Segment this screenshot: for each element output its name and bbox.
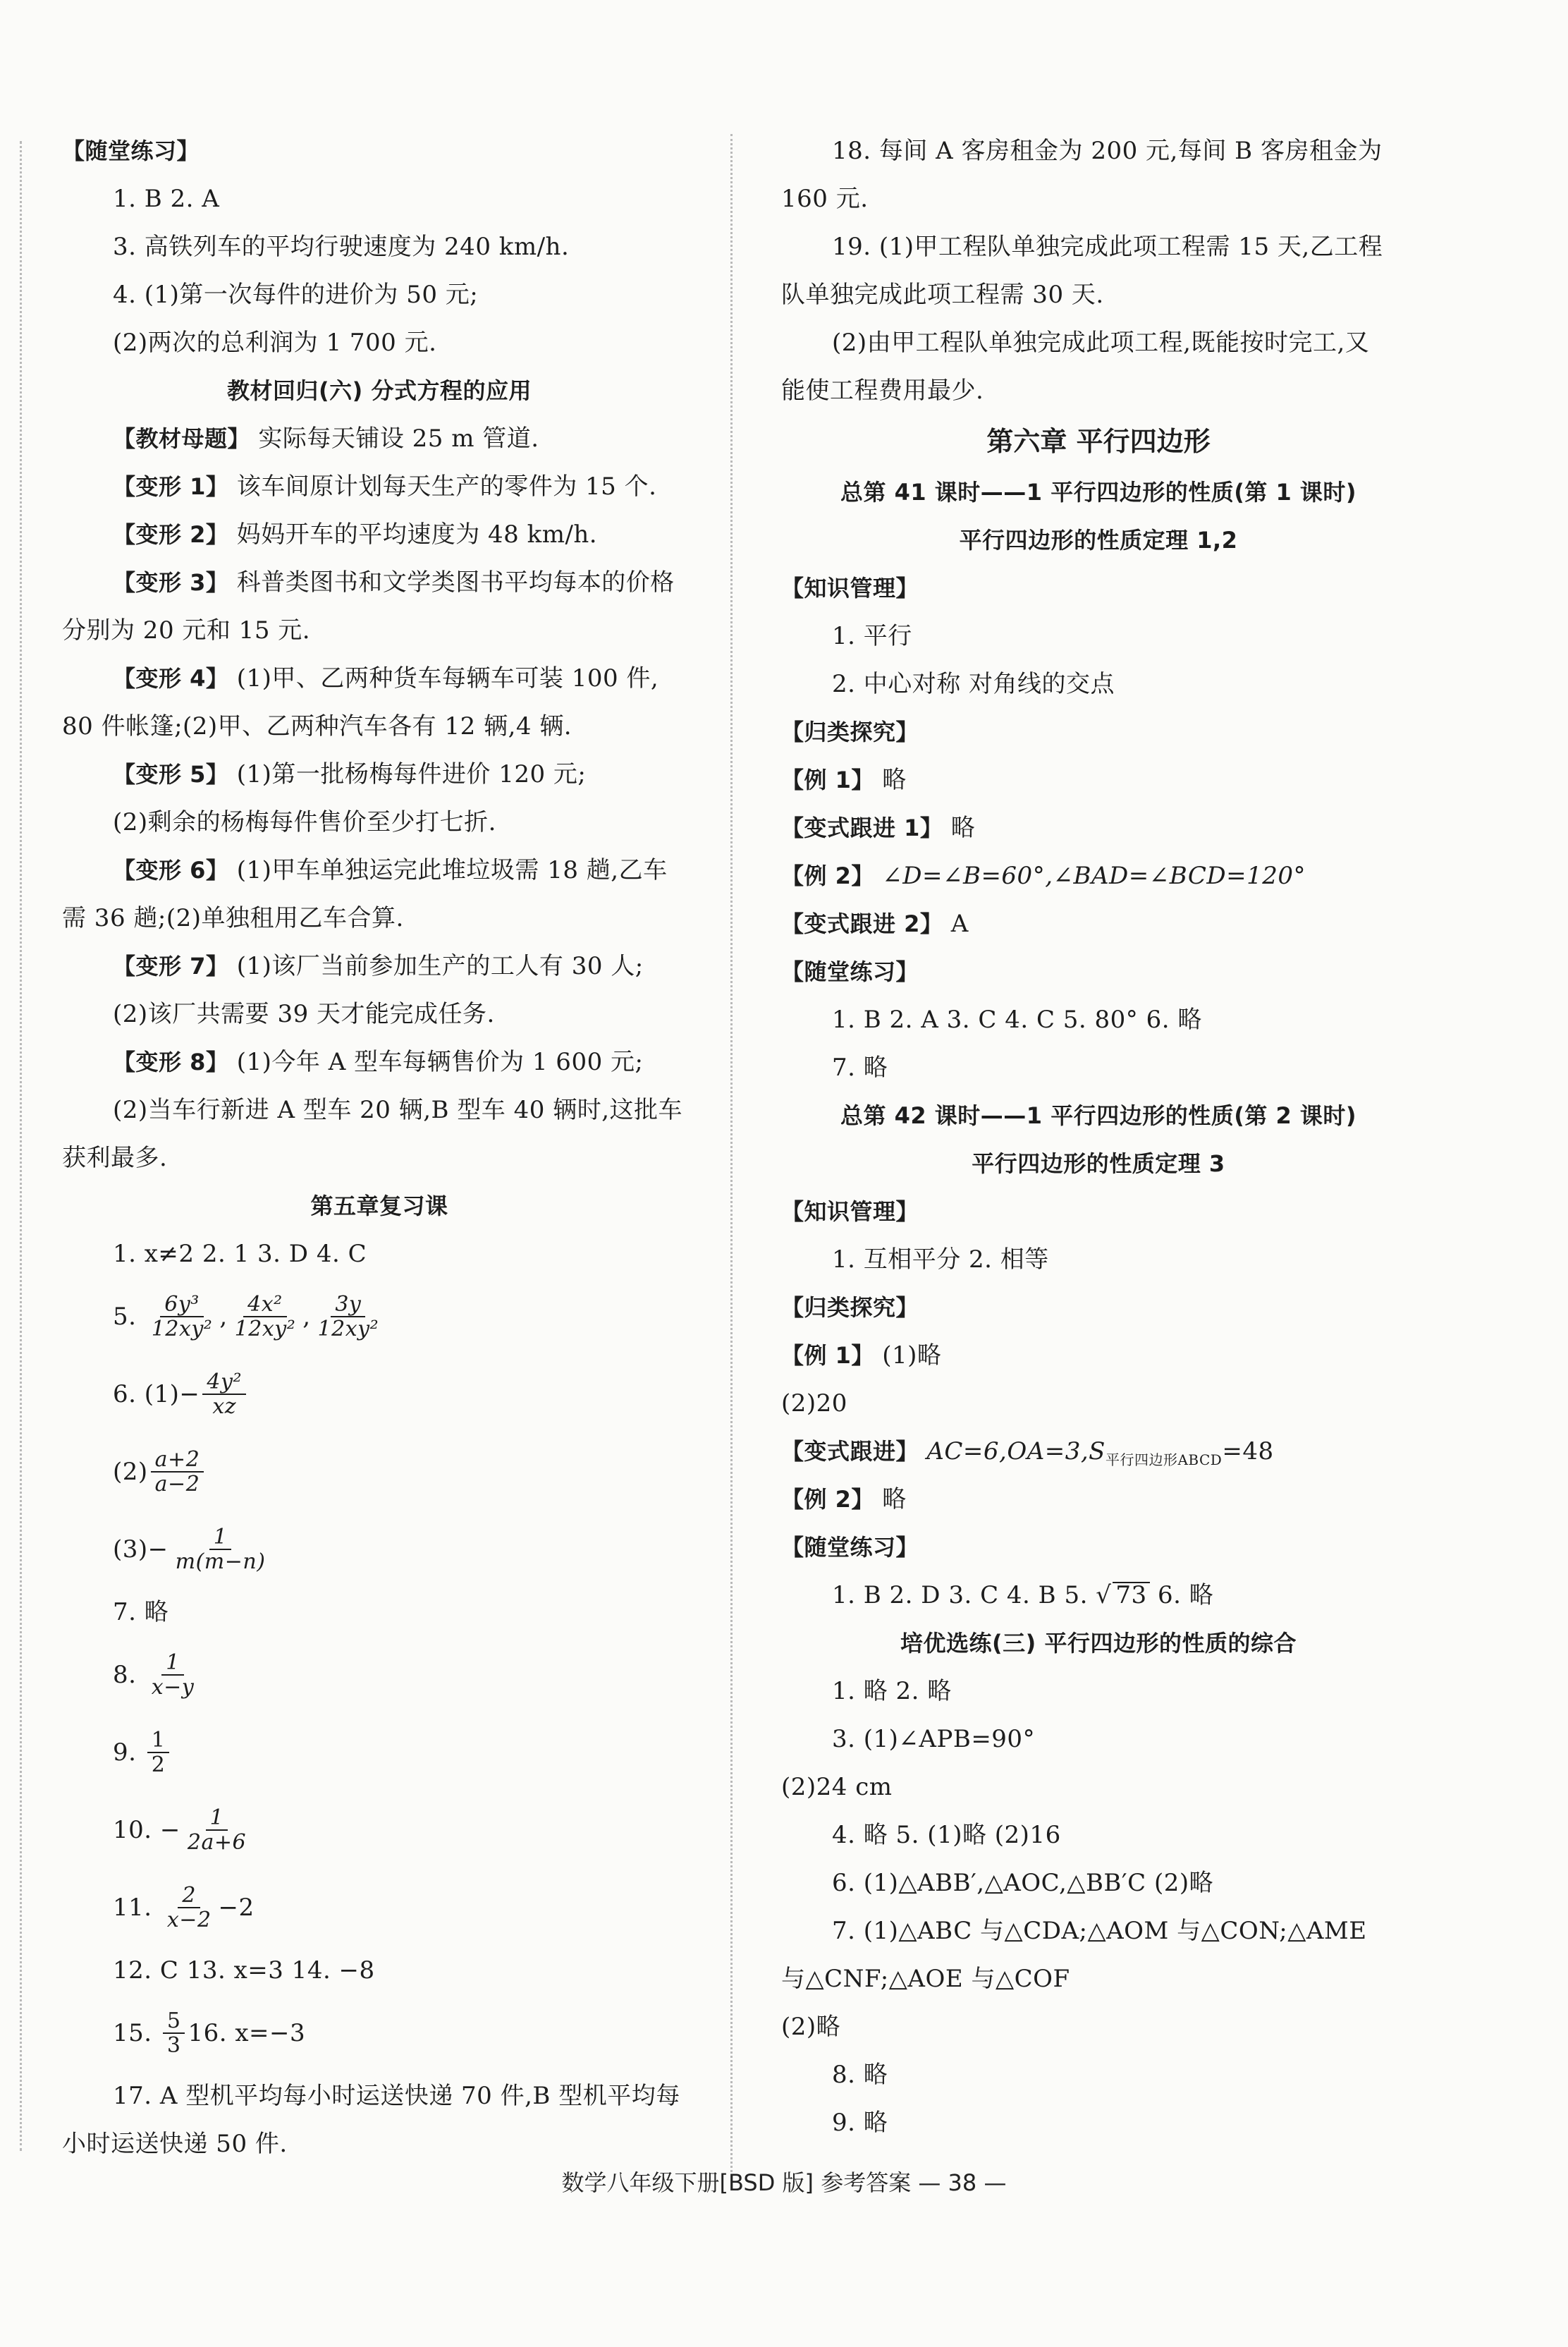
answer-line: 7. (1)△ABC 与△CDA;△AOM 与△CON;△AME <box>832 1917 1367 1945</box>
answer-line: 9. 略 <box>832 2109 888 2137</box>
answer-line: 1. 平行 <box>832 622 912 650</box>
numerator: 4x² <box>243 1293 287 1317</box>
answer-line <box>62 1355 697 1433</box>
answer-line <box>781 1571 1416 1619</box>
answer-text: (1)第一批杨梅每件进价 120 元; <box>228 760 587 788</box>
answer-line: (2)该厂共需要 39 天才能完成任务. <box>113 1000 495 1028</box>
answer-line: (2)24 cm <box>781 1773 893 1801</box>
answer-text: (1)甲、乙两种货车每辆车可装 100 件, <box>228 664 659 693</box>
denominator: a−2 <box>154 1472 200 1496</box>
answer-line <box>781 756 1416 804</box>
answer-text: 16. x=−3 <box>188 2019 306 2047</box>
section-heading: 【归类探究】 <box>781 1294 919 1321</box>
fraction <box>163 2009 185 2057</box>
answer-line <box>62 1869 697 1946</box>
answer-line: 2. 中心对称 对角线的交点 <box>832 670 1115 698</box>
answer-text: 略 <box>943 814 976 842</box>
question-number: 8. <box>113 1661 137 1689</box>
answer-text: 该车间原计划每天生产的零件为 15 个. <box>228 473 657 501</box>
answer-line: 队单独完成此项工程需 30 天. <box>781 281 1104 309</box>
answer-line: 与△CNF;△AOE 与△COF <box>781 1965 1070 1993</box>
tag: 【例 1】 <box>781 1342 874 1369</box>
answer-text: 实际每天铺设 25 m 管道. <box>250 425 539 453</box>
tag: 【变形 6】 <box>113 857 229 884</box>
answer-line <box>62 415 697 463</box>
section-heading: 【随堂练习】 <box>781 1534 919 1561</box>
answer-line <box>62 846 697 894</box>
answer-line: 3. 高铁列车的平均行驶速度为 240 km/h. <box>113 233 570 261</box>
answer-line <box>781 804 1416 852</box>
question-number: (3)− <box>113 1535 169 1563</box>
right-column <box>781 127 1416 2147</box>
radicand: 73 <box>1113 1582 1149 1607</box>
answer-line: 3. (1)∠APB=90° <box>832 1725 1036 1753</box>
answer-text: ∠D=∠B=60°,∠BAD=∠BCD=120° <box>874 862 1306 890</box>
tag: 【教材母题】 <box>113 425 251 452</box>
answer-line: 18. 每间 A 客房租金为 200 元,每间 B 客房租金为 <box>832 137 1383 165</box>
answer-line: 1. x≠2 2. 1 3. D 4. C <box>113 1240 367 1268</box>
subsection-title: 培优选练(三) 平行四边形的性质的综合 <box>900 1630 1297 1657</box>
numerator: 1 <box>206 1806 228 1831</box>
lesson-title: 总第 42 课时——1 平行四边形的性质(第 2 课时) <box>840 1102 1357 1129</box>
answer-line: 能使工程费用最少. <box>781 377 984 405</box>
answer-text: 妈妈开车的平均速度为 48 km/h. <box>228 520 598 549</box>
answer-line: (2)20 <box>781 1389 847 1418</box>
tag: 【例 2】 <box>781 1486 874 1513</box>
section-heading: 【知识管理】 <box>781 575 919 602</box>
numerator: 4y² <box>202 1370 246 1395</box>
subscript: 平行四边形ABCD <box>1105 1451 1223 1468</box>
answer-line <box>781 900 1416 948</box>
answer-line: 8. 略 <box>832 2061 888 2089</box>
answer-line: 4. 略 5. (1)略 (2)16 <box>832 1821 1061 1849</box>
chapter-title: 第六章 平行四边形 <box>986 426 1211 457</box>
tag: 【变形 8】 <box>113 1049 229 1075</box>
answer-line: 7. 略 <box>113 1598 169 1626</box>
fraction <box>163 1884 216 1932</box>
tag: 【变式跟进 2】 <box>781 910 943 937</box>
fraction <box>151 1448 204 1496</box>
tag: 【变形 2】 <box>113 521 229 548</box>
denominator: xz <box>212 1394 237 1419</box>
denominator: x−y <box>151 1675 195 1700</box>
answer-line: 7. 略 <box>832 1054 888 1082</box>
question-number: 11. <box>113 1894 152 1922</box>
subsection-title: 教材回归(六) 分式方程的应用 <box>227 377 532 404</box>
denominator: 12xy² <box>234 1317 296 1341</box>
answer-line <box>781 852 1416 900</box>
answer-line <box>781 1331 1416 1379</box>
answer-text: 略 <box>874 1485 907 1513</box>
column-divider <box>730 134 733 2172</box>
section-heading: 【知识管理】 <box>781 1198 919 1225</box>
question-number: 15. <box>113 2019 152 2047</box>
answer-line: 1. B 2. A <box>113 185 220 213</box>
question-number: 9. <box>113 1738 137 1767</box>
tag: 【变形 7】 <box>113 953 229 980</box>
fraction <box>171 1525 270 1573</box>
numerator: 5 <box>163 2009 185 2034</box>
answer-text: AC=6,OA=3,S <box>919 1437 1105 1465</box>
denominator: x−2 <box>166 1908 212 1932</box>
answer-line <box>62 1038 697 1086</box>
answer-line: 1. B 2. A 3. C 4. C 5. 80° 6. 略 <box>832 1006 1202 1034</box>
answer-line: 17. A 型机平均每小时运送快递 70 件,B 型机平均每 <box>113 2082 680 2110</box>
answer-line <box>62 942 697 990</box>
tag: 【变式跟进】 <box>781 1438 919 1465</box>
tag: 【变式跟进 1】 <box>781 815 943 841</box>
answer-line: 160 元. <box>781 185 869 213</box>
denominator: 12xy² <box>317 1317 379 1341</box>
tag: 【变形 1】 <box>113 473 229 500</box>
answer-line <box>62 1714 697 1791</box>
numerator: 2 <box>178 1884 200 1908</box>
fraction <box>314 1293 384 1341</box>
tag: 【变形 4】 <box>113 665 229 692</box>
answer-line: 6. (1)△ABB′,△AOC,△BB′C (2)略 <box>832 1869 1214 1897</box>
answer-text: 1. B 2. D 3. C 4. B 5. √ <box>832 1581 1112 1609</box>
answer-line <box>62 1511 697 1588</box>
fraction <box>202 1370 246 1418</box>
denominator: 3 <box>166 2033 181 2058</box>
section-heading: 【随堂练习】 <box>62 138 200 164</box>
answer-line: 80 件帐篷;(2)甲、乙两种汽车各有 12 辆,4 辆. <box>62 712 572 740</box>
answer-line <box>62 463 697 511</box>
numerator: 1 <box>161 1651 184 1676</box>
answer-text: (1)甲车单独运完此堆垃圾需 18 趟,乙车 <box>228 856 668 884</box>
numerator: 3y <box>331 1293 365 1317</box>
denominator: 2a+6 <box>187 1830 247 1855</box>
answer-text: A <box>943 910 969 938</box>
numerator: 1 <box>209 1525 232 1550</box>
subsection-title: 第五章复习课 <box>310 1193 448 1219</box>
fraction <box>231 1293 300 1341</box>
lesson-subtitle: 平行四边形的性质定理 1,2 <box>959 527 1238 554</box>
lesson-subtitle: 平行四边形的性质定理 3 <box>972 1150 1225 1177</box>
answer-text: 科普类图书和文学类图书平均每本的价格 <box>228 568 675 597</box>
numerator: 6y³ <box>160 1293 204 1317</box>
answer-line: (2)当车行新进 A 型车 20 辆,B 型车 40 辆时,这批车 <box>113 1096 682 1124</box>
answer-line <box>62 1791 697 1869</box>
answer-line: 12. C 13. x=3 14. −8 <box>113 1956 375 1985</box>
answer-line: 获利最多. <box>62 1144 168 1172</box>
answer-line <box>62 559 697 606</box>
answer-line: 需 36 趟;(2)单独租用乙车合算. <box>62 904 404 932</box>
answer-line <box>62 750 697 798</box>
tag: 【例 1】 <box>781 767 874 793</box>
left-column <box>62 127 697 2168</box>
answer-line: 4. (1)第一次每件的进价为 50 元; <box>113 281 479 309</box>
question-number: 6. (1)− <box>113 1380 200 1408</box>
denominator: 2 <box>151 1752 166 1777</box>
answer-text: (1)该厂当前参加生产的工人有 30 人; <box>228 952 644 980</box>
answer-text: =48 <box>1222 1437 1274 1465</box>
question-number: 5. <box>113 1303 137 1331</box>
fraction <box>147 1651 199 1699</box>
lesson-title: 总第 41 课时——1 平行四边形的性质(第 1 课时) <box>840 479 1357 506</box>
fraction <box>147 1293 217 1341</box>
answer-text: 略 <box>874 766 907 794</box>
answer-text: (1)今年 A 型车每辆售价为 1 600 元; <box>228 1048 644 1076</box>
answer-line: 小时运送快递 50 件. <box>62 2130 288 2158</box>
tag: 【变形 3】 <box>113 569 229 596</box>
page-footer: 数学八年级下册[BSD 版] 参考答案 — 38 — <box>561 2169 1007 2196</box>
fraction <box>183 1806 250 1854</box>
answer-line <box>62 1994 697 2072</box>
answer-line <box>781 1475 1416 1523</box>
answer-line <box>781 1427 1416 1475</box>
answer-text: (1)略 <box>874 1341 942 1370</box>
answer-line: 5. $\frac{\text{6y³}}{\text{12xy²}}$ , $\frac{\text{4x²}}{\text{12xy²}}$ , $\frac{3y}{\text{12xy²}}$ <box>62 1278 697 1355</box>
tag: 【例 2】 <box>781 862 874 889</box>
answer-line: (2)两次的总利润为 1 700 元. <box>113 329 437 357</box>
answer-line: 1. 互相平分 2. 相等 <box>832 1245 1049 1274</box>
answer-line: (2)剩余的杨梅每件售价至少打七折. <box>113 808 496 836</box>
answer-text: 6. 略 <box>1149 1581 1214 1609</box>
left-margin-divider <box>20 141 22 2151</box>
answer-line <box>62 1433 697 1511</box>
answer-text: −2 <box>218 1894 255 1922</box>
answer-line: 1. 略 2. 略 <box>832 1677 952 1705</box>
section-heading: 【随堂练习】 <box>781 958 919 985</box>
question-number: 10. − <box>113 1816 180 1844</box>
answer-line: 分别为 20 元和 15 元. <box>62 616 311 645</box>
answer-line <box>62 654 697 702</box>
answer-line: (2)略 <box>781 2013 841 2041</box>
answer-line: 19. (1)甲工程队单独完成此项工程需 15 天,乙工程 <box>832 233 1383 261</box>
question-number: (2) <box>113 1458 148 1486</box>
answer-line: (2)由甲工程队单独完成此项工程,既能按时完工,又 <box>832 329 1370 357</box>
tag: 【变形 5】 <box>113 761 229 788</box>
denominator: m(m−n) <box>175 1549 266 1574</box>
numerator: a+2 <box>151 1448 204 1473</box>
numerator: 1 <box>147 1729 170 1753</box>
section-heading: 【归类探究】 <box>781 719 919 745</box>
answer-line <box>62 511 697 559</box>
fraction <box>147 1729 170 1776</box>
answer-line <box>62 1636 697 1714</box>
denominator: 12xy² <box>151 1317 213 1341</box>
